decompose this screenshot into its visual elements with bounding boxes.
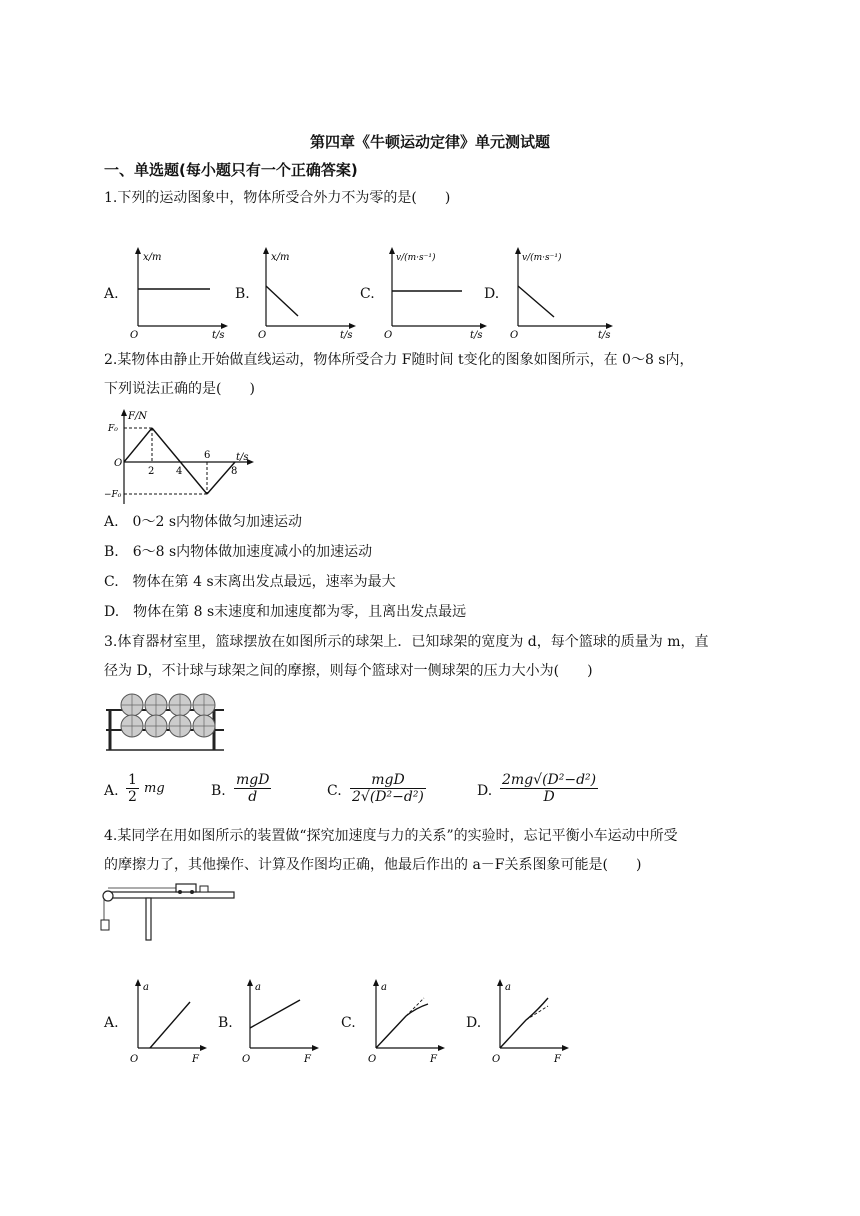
q2-f-pos: F₀ (108, 424, 118, 434)
q3-option-b-label: B. (211, 783, 226, 799)
q1a-xlabel: t/s (212, 330, 225, 341)
q3b-num: mgD (236, 772, 270, 788)
q2-tick-6: 6 (204, 450, 211, 461)
q2-tick-8: 8 (231, 466, 238, 477)
q1d-xlabel: t/s (598, 330, 611, 341)
q2-f-neg: −F₀ (104, 490, 122, 500)
q4a-xlabel: F (192, 1054, 199, 1065)
q1-graph-c (382, 244, 492, 344)
q3b-den: d (248, 789, 258, 805)
q4b-origin: O (242, 1054, 251, 1065)
q1b-ylabel: x/m (271, 252, 290, 263)
q1-graph-a (128, 244, 228, 344)
q2-option-d: D. 物体在第 8 s末速度和加速度都为零，且离出发点最远 (104, 604, 467, 620)
question-4-text-line2: 的摩擦力了，其他操作、计算及作图均正确，他最后作出的 a－F关系图象可能是( ) (104, 857, 642, 873)
question-3-text-line2: 径为 D，不计球与球架之间的摩擦，则每个篮球对一侧球架的压力大小为( ) (104, 663, 593, 679)
q4d-xlabel: F (554, 1054, 561, 1065)
q4d-origin: O (492, 1054, 501, 1065)
q4d-curve (500, 998, 548, 1048)
question-1-options (104, 244, 764, 344)
q4-option-d-label: D. (466, 1015, 482, 1031)
section-heading: 一、单选题(每小题只有一个正确答案) (104, 161, 358, 179)
q1-option-b-label: B. (235, 286, 250, 302)
q2-tick-4: 4 (176, 466, 183, 477)
q1d-ylabel: v/(m·s⁻¹) (522, 253, 562, 263)
q4-option-c-label: C. (341, 1015, 356, 1031)
q2-ylabel: F/N (128, 411, 148, 422)
q2-force-graph (104, 406, 264, 506)
q4-option-a-label: A. (104, 1015, 119, 1031)
q2-origin: O (114, 458, 123, 469)
q1-graph-d (508, 244, 618, 344)
question-1-text: 1.下列的运动图象中，物体所受合外力不为零的是( ) (104, 190, 451, 206)
q4a-line (150, 1002, 190, 1048)
q4-graph-a (124, 976, 210, 1066)
q1c-ylabel: v/(m·s⁻¹) (396, 253, 436, 263)
q1-option-d-label: D. (484, 286, 500, 302)
q1-option-a-label: A. (104, 286, 119, 302)
question-3-options (104, 770, 664, 814)
q3-option-c-label: C. (327, 783, 342, 799)
q4d-ylabel: a (505, 982, 511, 993)
q1-graph-b (256, 244, 356, 344)
question-3-text-line1: 3.体育器材室里，篮球摆放在如图所示的球架上．已知球架的宽度为 d，每个篮球的质量为 m，直 (104, 634, 709, 650)
q2-option-c: C. 物体在第 4 s末离出发点最远，速率为最大 (104, 574, 396, 590)
q1a-origin: O (130, 330, 139, 341)
q4a-ylabel: a (143, 982, 149, 993)
question-4-options (104, 976, 584, 1066)
q3-option-d-label: D. (477, 783, 493, 799)
cart-apparatus-figure (100, 880, 240, 944)
q4b-line (250, 1000, 300, 1028)
q3c-den: 2√(D²−d²) (352, 789, 424, 805)
q4c-origin: O (368, 1054, 377, 1065)
q1c-xlabel: t/s (470, 330, 483, 341)
q4b-ylabel: a (255, 982, 261, 993)
q1b-xlabel: t/s (340, 330, 353, 341)
q1c-origin: O (384, 330, 393, 341)
q3a-num: 1 (128, 772, 137, 788)
q2-tick-2: 2 (148, 466, 155, 477)
q1b-line (266, 286, 298, 316)
q3d-num: 2mg√(D²−d²) (502, 772, 597, 788)
q3c-num: mgD (350, 772, 426, 789)
question-4-text-line1: 4.某同学在用如图所示的装置做“探究加速度与力的关系”的实验时，忘记平衡小车运动中所受 (104, 828, 678, 844)
q3a-den: 2 (128, 789, 137, 805)
q1d-origin: O (510, 330, 519, 341)
q4c-ylabel: a (381, 982, 387, 993)
q4-graph-b (236, 976, 322, 1066)
q4-option-b-label: B. (218, 1015, 233, 1031)
q1b-origin: O (258, 330, 267, 341)
question-2-text-line1: 2.某物体由静止开始做直线运动，物体所受合力 F随时间 t变化的图象如图所示，在 0～8 s内， (104, 352, 694, 368)
q4b-xlabel: F (304, 1054, 311, 1065)
q2-option-b: B. 6～8 s内物体做加速度减小的加速运动 (104, 544, 373, 560)
q4c-xlabel: F (430, 1054, 437, 1065)
q3-option-a-label: A. (104, 783, 119, 799)
q4-graph-c (362, 976, 448, 1066)
ball-rack-figure (104, 692, 226, 752)
q4-graph-d (486, 976, 572, 1066)
q2-xlabel: t/s (236, 452, 249, 463)
q4c-curve (376, 1004, 428, 1048)
question-2-text-line2: 下列说法正确的是( ) (104, 381, 255, 397)
q3d-den: D (543, 789, 555, 805)
q1a-ylabel: x/m (143, 252, 162, 263)
q2-option-a: A. 0～2 s内物体做匀加速运动 (104, 514, 303, 530)
document-title: 第四章《牛顿运动定律》单元测试题 (309, 133, 550, 151)
q1d-line (518, 286, 554, 317)
q3a-tail: mg (144, 781, 165, 796)
q4a-origin: O (130, 1054, 139, 1065)
q1-option-c-label: C. (360, 286, 375, 302)
